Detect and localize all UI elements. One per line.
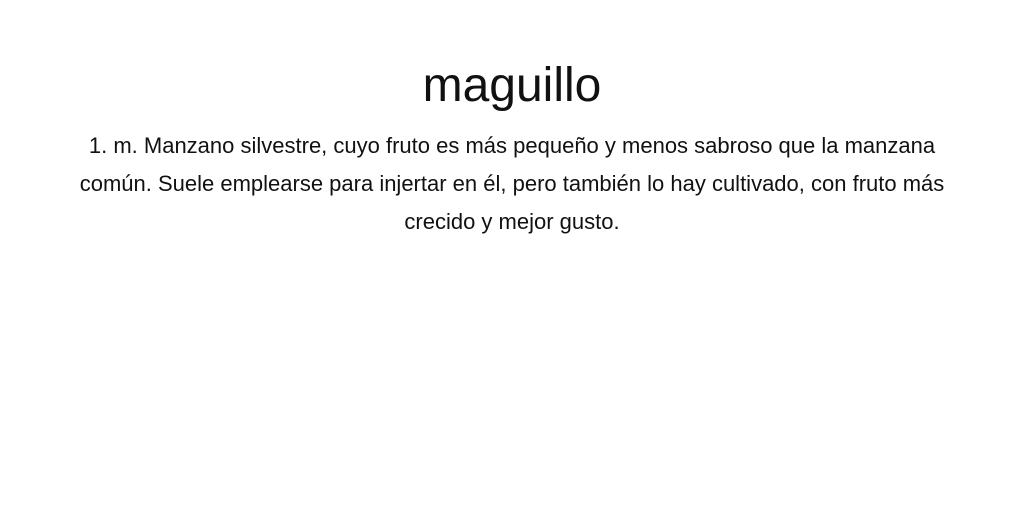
headword-title: maguillo (422, 59, 602, 112)
definition-text: 1. m. Manzano silvestre, cuyo fruto es más pequeño y menos sabroso que la manzana común. Suele emplearse para injertar en él, pero también lo hay cultivado, con fruto más crecido y mejor gusto. (79, 133, 945, 234)
